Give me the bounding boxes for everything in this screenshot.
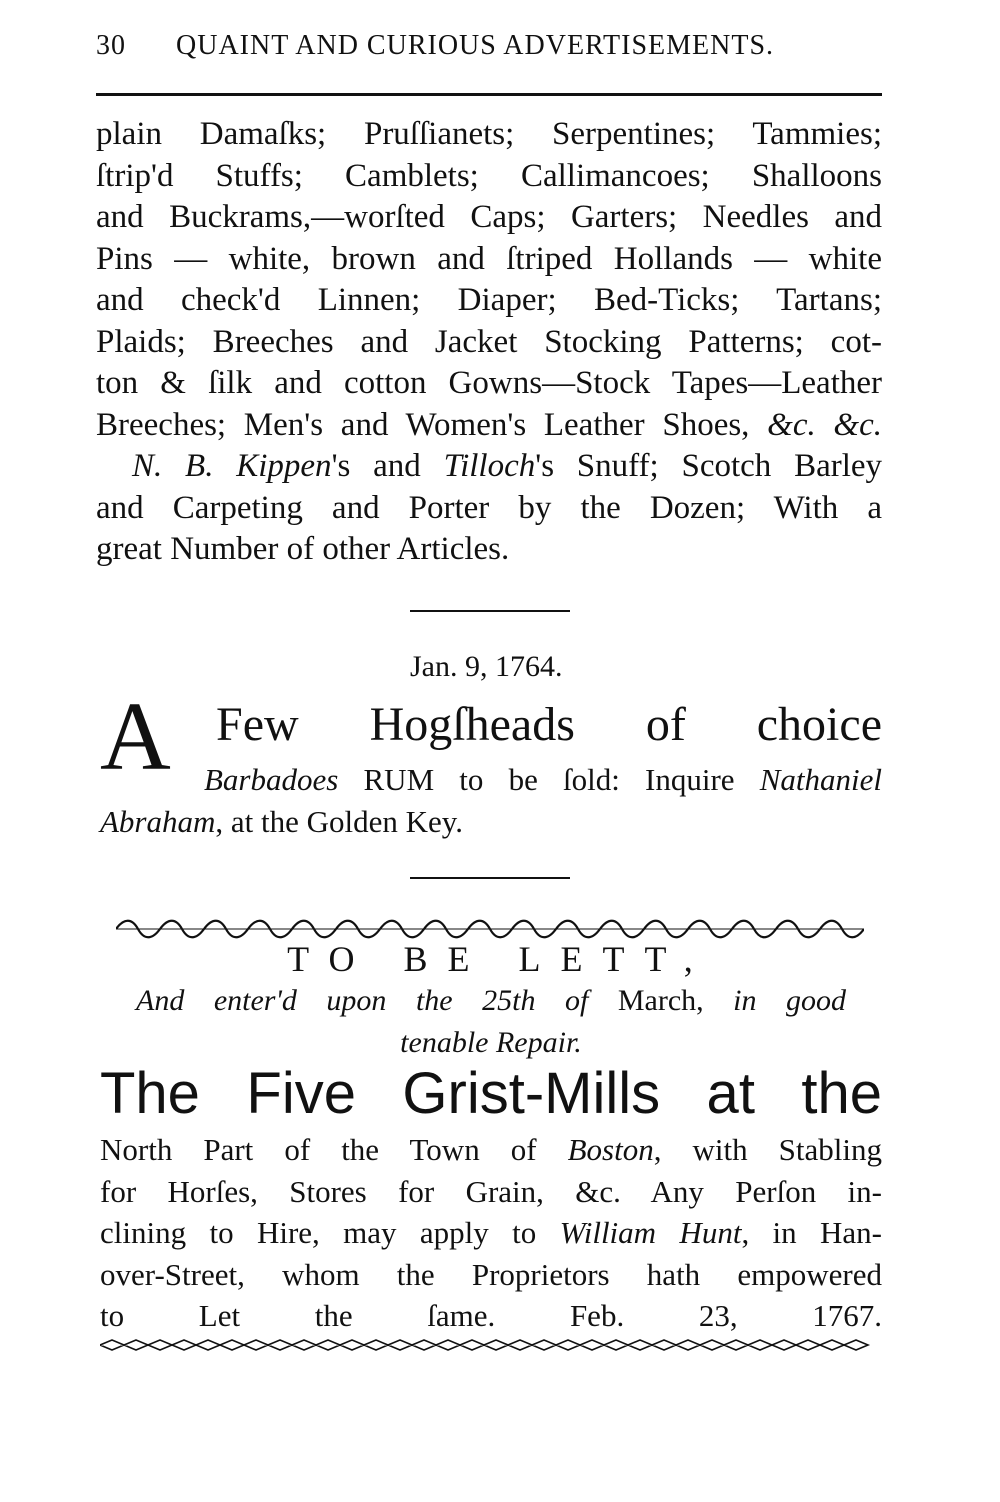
ad1-line: Pins — white, brown and ſtriped Hollands — white [96, 240, 882, 277]
ad3-l3-b: , in Han- [741, 1215, 883, 1250]
ad1-line: and check'd Linnen; Diaper; Bed-Ticks; Tartans; [96, 282, 882, 318]
section-divider [410, 877, 570, 879]
ad3-headline: The Five Grist-Mills at the [100, 1061, 882, 1126]
ad3-month: March, [617, 984, 704, 1017]
ad2-line-3 [100, 802, 463, 842]
ad3-place-boston: Boston [567, 1132, 654, 1167]
ad1-line-11: great Number of other Articles. [96, 531, 510, 567]
ad3-line-3 [100, 1212, 882, 1254]
ad3-date: Feb. 23, 1767. [569, 1298, 883, 1333]
ad3-name-hunt: William Hunt [559, 1215, 742, 1250]
running-title: QUAINT AND CURIOUS ADVERTISEMENTS. [176, 30, 775, 61]
ad1-line-8 [96, 405, 882, 447]
ad2-headline: Few Hogſheads of choice [216, 698, 882, 751]
ad2-name-nathaniel: Nathaniel [759, 762, 882, 797]
running-header [96, 30, 882, 66]
ad3-enter-a: And enter'd upon the 25th of [136, 984, 589, 1017]
ad2-date: Jan. 9, 1764. [410, 650, 563, 683]
nb-mid: 's and [331, 448, 421, 484]
ad3-enter-line [136, 983, 846, 1019]
ad2-l3-rest: , at the Golden Key. [215, 804, 464, 839]
ad1-line: and Buckrams,—worſted Caps; Garters; Needles and [96, 199, 882, 235]
nb-name-kippen: Kippen [236, 448, 332, 484]
section-divider [410, 610, 570, 612]
ad2-l2-rest: RUM to be ſold: Inquire [363, 762, 735, 797]
ad1-line: Plaids; Breeches and Jacket Stocking Patterns; cot- [96, 323, 882, 360]
ad3-l5-a: to Let the ſame. [100, 1298, 496, 1333]
ornament-border-bottom [100, 1339, 876, 1351]
ornament-border-top [116, 918, 864, 940]
ad1-nb-line [96, 446, 882, 488]
ad3-text [100, 1129, 882, 1337]
nb-name-tilloch: Tilloch [443, 448, 536, 484]
ad1-text [96, 114, 882, 571]
ad2-name-abraham: Abraham [100, 804, 216, 839]
ad3-line-4: over-Street, whom the Proprietors hath empowered [100, 1256, 882, 1292]
drop-cap: A [100, 683, 171, 791]
nb-rest: 's Snuff; Scotch Barley [535, 448, 883, 484]
ad3-l1-a: North Part of the Town of [100, 1132, 537, 1167]
ad2-line-2 [204, 760, 882, 800]
ad3-line-1 [100, 1129, 882, 1171]
page-number: 30 [96, 30, 126, 61]
ad3-enter-b: in good [733, 984, 847, 1017]
nb-label: N. B. [132, 448, 214, 484]
ad1-line: ton & ſilk and cotton Gowns—Stock Tapes—Leather [96, 365, 882, 401]
ad1-etc: &c. &c. [767, 406, 882, 443]
header-rule [96, 93, 882, 96]
ad3-l3-a: clining to Hire, may apply to [100, 1215, 537, 1250]
ad3-line-2: for Horſes, Stores for Grain, &c. Any Perſon in- [100, 1173, 882, 1209]
ad1-line-10: and Carpeting and Porter by the Dozen; With a [96, 489, 882, 526]
ad3-tenable: tenable Repair. [400, 1026, 582, 1059]
ad1-line: ſtrip'd Stuffs; Camblets; Callimancoes; Shalloons [96, 157, 882, 194]
ad1-line8-text: Breeches; Men's and Women's Leather Shoes, [96, 406, 750, 443]
ad3-l1-b: , with Stabling [653, 1132, 883, 1167]
ad1-line: plain Damaſks; Pruſſianets; Serpentines; Tammies; [96, 116, 882, 152]
ad3-line-5 [100, 1295, 882, 1337]
ad2-barbadoes: Barbadoes [204, 762, 339, 797]
ad3-title: TO BE LETT, [287, 939, 713, 979]
